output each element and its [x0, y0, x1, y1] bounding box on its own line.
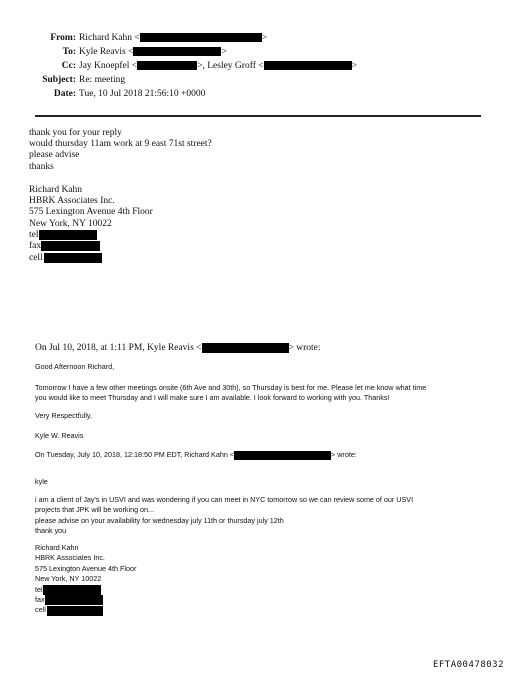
signature-city: New York, NY 10022: [35, 574, 102, 584]
redaction-box: [140, 33, 262, 42]
redaction-box: [133, 47, 221, 56]
redaction-box: [234, 451, 331, 460]
signature-fax: [29, 241, 153, 252]
reply-line: would thursday 11am work at 9 east 71st street?: [29, 139, 212, 150]
signature-tel: [29, 230, 153, 241]
signature-name: Richard Kahn: [35, 543, 79, 552]
signature-city: New York, NY 10022: [29, 218, 112, 229]
cell-label: cell: [35, 605, 46, 615]
cc-value: Jay Knoepfel < >, Lesley Groff < >: [79, 61, 357, 71]
to-label: To:: [62, 47, 76, 57]
signature-cell: [35, 605, 136, 615]
tel-label: tel: [29, 230, 39, 240]
signature-address: 575 Lexington Avenue 4th Floor: [29, 207, 153, 218]
redaction-box: [47, 606, 103, 616]
cc-name-1: Jay Knoepfel: [79, 61, 130, 71]
cell-label: cell: [29, 252, 43, 263]
quote2-intro-end: > wrote:: [331, 450, 357, 459]
date-value: Tue, 10 Jul 2018 21:56:10 +0000: [79, 89, 206, 99]
cc-name-2: , Lesley Groff: [202, 61, 256, 71]
header-divider: [35, 115, 481, 117]
date-label: Date:: [53, 89, 76, 99]
fax-label: fax: [29, 241, 42, 252]
signature-address: 575 Lexington Avenue 4th Floor: [35, 563, 137, 573]
quote1-intro: [35, 343, 321, 354]
quote2-signature: [35, 543, 136, 616]
redaction-box: [137, 61, 197, 70]
signature-fax: [35, 595, 136, 605]
reply-line: thank you for your reply: [29, 128, 122, 138]
quote2-body-line: please advise on your availability for wednesday july 11th or thursday july 12th: [35, 515, 284, 525]
signature-name: Richard Kahn: [29, 185, 83, 195]
quote1-intro-end: > wrote:: [288, 343, 321, 354]
quote2-greeting: kyle: [35, 477, 48, 486]
quote1-name: Kyle W. Reavis: [35, 431, 84, 440]
redaction-box: [44, 253, 102, 263]
quote2-body-line: i am a client of Jay's in USVI and was wondering if you can meet in NYC tomorrow so we can review some of our USVI: [35, 495, 414, 504]
redaction-box: [43, 585, 101, 595]
quote1-closing: Very Respectfully,: [35, 411, 92, 420]
redaction-box: [45, 595, 103, 605]
to-value: Kyle Reavis < >: [79, 47, 227, 57]
from-label: From:: [50, 33, 76, 43]
signature-company: HBRK Associates Inc.: [29, 196, 115, 207]
quote1-body-line: you would like to meet Thursday and I will make sure I am available. I look forward to working with you. Thanks!: [35, 392, 390, 402]
from-value: Richard Kahn < >: [79, 33, 268, 43]
from-name: Richard Kahn: [79, 33, 133, 43]
quote2-intro: [35, 450, 357, 460]
signature-tel: [35, 585, 136, 595]
cc-label: Cc:: [61, 61, 76, 71]
redaction-box: [202, 343, 289, 353]
reply-line: thanks: [29, 161, 54, 172]
signature-company: HBRK Associates Inc.: [35, 553, 105, 563]
quote1-body-line: Tomorrow I have a few other meetings onsite (6th Ave and 30th), so Thursday is best for me. Please let me know what time: [35, 383, 427, 392]
quote1-greeting: Good Afternoon Richard,: [35, 362, 115, 371]
reply-signature: [29, 185, 153, 264]
bates-number: EFTA00478032: [432, 660, 504, 670]
redaction-box: [264, 61, 352, 70]
fax-label: fax: [35, 595, 45, 605]
redaction-box: [41, 241, 100, 251]
quote1-body: [35, 383, 426, 402]
quote2-intro-text: On Tuesday, July 10, 2018, 12:18:50 PM EDT, Richard Kahn <: [35, 450, 235, 459]
quote2-body-line: projects that JPK will be working on...: [35, 505, 155, 515]
quote2-body: [35, 495, 413, 537]
quote2-body-line: thank you: [35, 526, 67, 536]
quote1-intro-text: On Jul 10, 2018, at 1:11 PM, Kyle Reavis <: [35, 343, 202, 354]
subject-value: Re: meeting: [79, 75, 126, 85]
redaction-box: [39, 230, 97, 240]
to-name: Kyle Reavis: [79, 47, 126, 57]
signature-cell: [29, 253, 153, 264]
reply-line: please advise: [29, 150, 80, 161]
tel-label: tel: [35, 584, 43, 594]
reply-body: [29, 128, 212, 173]
subject-label: Subject:: [42, 75, 76, 85]
